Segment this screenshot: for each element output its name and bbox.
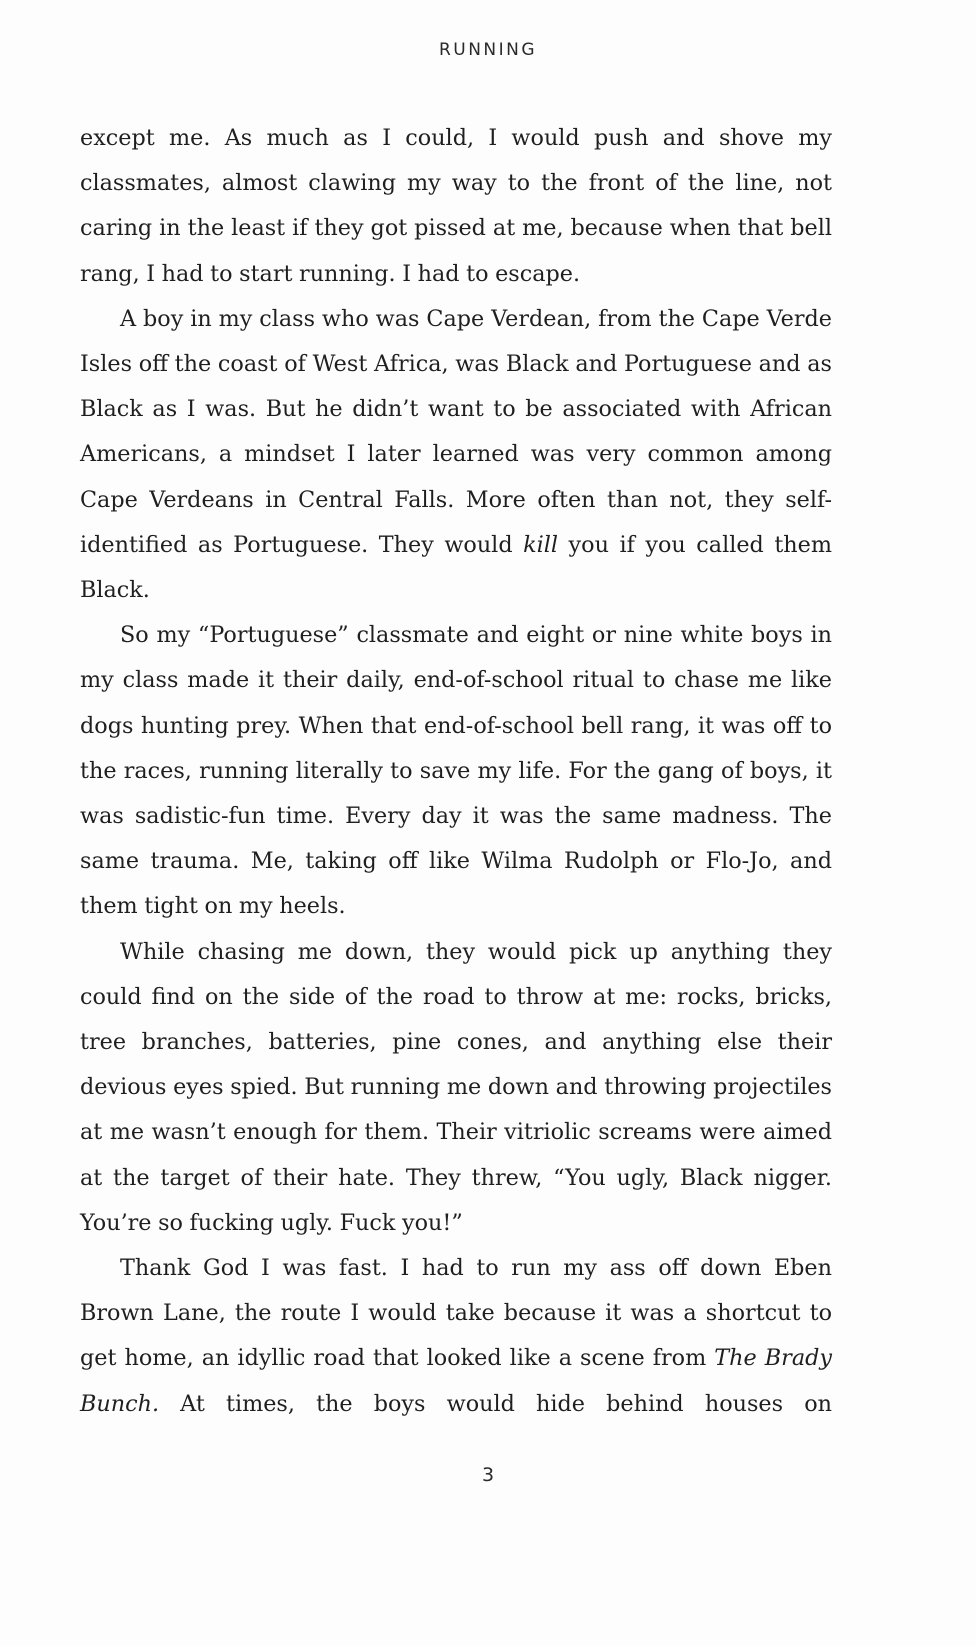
- paragraph-3-text: So my “Portuguese” classmate and eight or nine white boys in my class made it their daily, end-of-school ritual to chase me like dogs hunting prey. When that end-of-school bell rang, it was off to the races, running literally to save my life. For the gang of boys, it was sadistic-fun time. Every day it was the same madness. The same trauma. Me, taking off like Wilma Rudolph or Flo-Jo, and them tight on my heels.: [80, 622, 832, 920]
- paragraph-4-text: While chasing me down, they would pick up anything they could find on the side of the road to throw at me: rocks, bricks, tree branches, batteries, pine cones, and anything else their devious eyes spied. But running me down and throwing projectiles at me wasn’t enough for them. Their vitriolic screams were aimed at the target of their hate. They threw, “You ugly, Black nigger. You’re so fucking ugly. Fuck you!”: [80, 938, 832, 1236]
- paragraph-1-text: except me. As much as I could, I would push and shove my classmates, almost clawing my way to the front of the line, not caring in the least if they got pissed at me, because when that bell rang, I had to start running. I had to escape.: [80, 125, 832, 287]
- paragraph-2-text-end: you if you called them Black.: [80, 531, 832, 604]
- page-number: 3: [481, 1464, 495, 1486]
- paragraph-5-text-end: At times, the boys would hide behind houses on: [159, 1390, 832, 1417]
- paragraph-1: [80, 116, 832, 297]
- paragraph-4: [80, 930, 832, 1246]
- paragraph-2-text: A boy in my class who was Cape Verdean, from the Cape Verde Isles off the coast of West Africa, was Black and Portuguese and as Black as I was. But he didn’t want to be associated with African Americans, a mindset I later learned was very common among Cape Verdeans in Central Falls. More often than not, they self-identified as Portuguese. They would: [80, 305, 832, 558]
- paragraph-3: [80, 613, 832, 929]
- paragraph-5: [80, 1246, 832, 1427]
- running-head: RUNNING: [438, 40, 538, 60]
- paragraph-5-emphasis: The Brady Bunch.: [80, 1345, 832, 1417]
- paragraph-2: [80, 297, 832, 613]
- paragraph-2-emphasis: kill: [523, 531, 559, 558]
- body-text: [80, 116, 832, 1427]
- paragraph-5-text: Thank God I was fast. I had to run my ass off down Eben Brown Lane, the route I would take because it was a shortcut to get home, an idyllic road that looked like a scene from: [80, 1255, 832, 1372]
